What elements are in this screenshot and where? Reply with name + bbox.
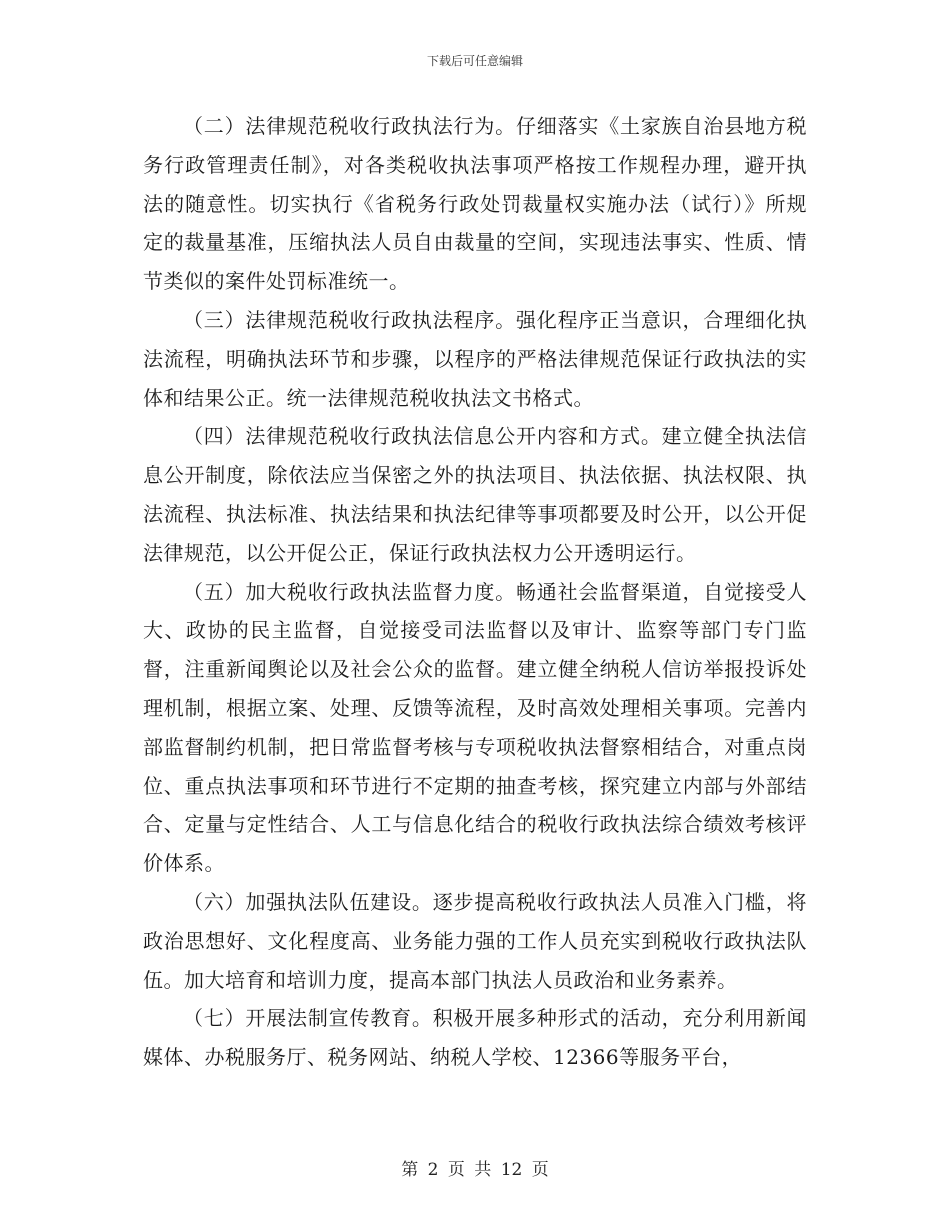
- paragraph-2: （二）法律规范税收行政执法行为。仔细落实《土家族自治县地方税务行政管理责任制》，对各类税收执法事项严格按工作规程办理，避开执法的随意性。切实执行《省税务行政处罚裁量权实施办法（试行）》所规定的裁量基准，压缩执法人员自由裁量的空间，实现违法事实、性质、情节类似的案件处罚标准统一。: [143, 114, 807, 294]
- paragraph-7: （七）开展法制宣传教育。积极开展多种形式的活动，充分利用新闻媒体、办税服务厅、税务网站、纳税人学校、12366等服务平台，: [143, 1006, 807, 1070]
- page-number-footer: 第 2 页 共 12 页: [401, 1160, 549, 1180]
- page-header: 下载后可任意编辑: [426, 54, 523, 68]
- paragraph-6: （六）加强执法队伍建设。逐步提高税收行政执法人员准入门槛，将政治思想好、文化程度高、业务能力强的工作人员充实到税收行政执法队伍。加大培育和培训力度，提高本部门执法人员政治和业务素养。: [143, 889, 807, 992]
- paragraph-3: （三）法律规范税收行政执法程序。强化程序正当意识，合理细化执法流程，明确执法环节和步骤，以程序的严格法律规范保证行政执法的实体和结果公正。统一法律规范税收执法文书格式。: [143, 307, 807, 410]
- paragraph-4: （四）法律规范税收行政执法信息公开内容和方式。建立健全执法信息公开制度，除依法应当保密之外的执法项目、执法依据、执法权限、执法流程、执法标准、执法结果和执法纪律等事项都要及时公开，以公开促法律规范，以公开促公正，保证行政执法权力公开透明运行。: [143, 424, 807, 565]
- paragraph-5: （五）加大税收行政执法监督力度。畅通社会监督渠道，自觉接受人大、政协的民主监督，自觉接受司法监督以及审计、监察等部门专门监督，注重新闻舆论以及社会公众的监督。建立健全纳税人信访举报投诉处理机制，根据立案、处理、反馈等流程，及时高效处理相关事项。完善内部监督制约机制，把日常监督考核与专项税收执法督察相结合，对重点岗位、重点执法事项和环节进行不定期的抽查考核，探究建立内部与外部结合、定量与定性结合、人工与信息化结合的税收行政执法综合绩效考核评价体系。: [143, 579, 807, 876]
- document-body: [143, 107, 807, 1077]
